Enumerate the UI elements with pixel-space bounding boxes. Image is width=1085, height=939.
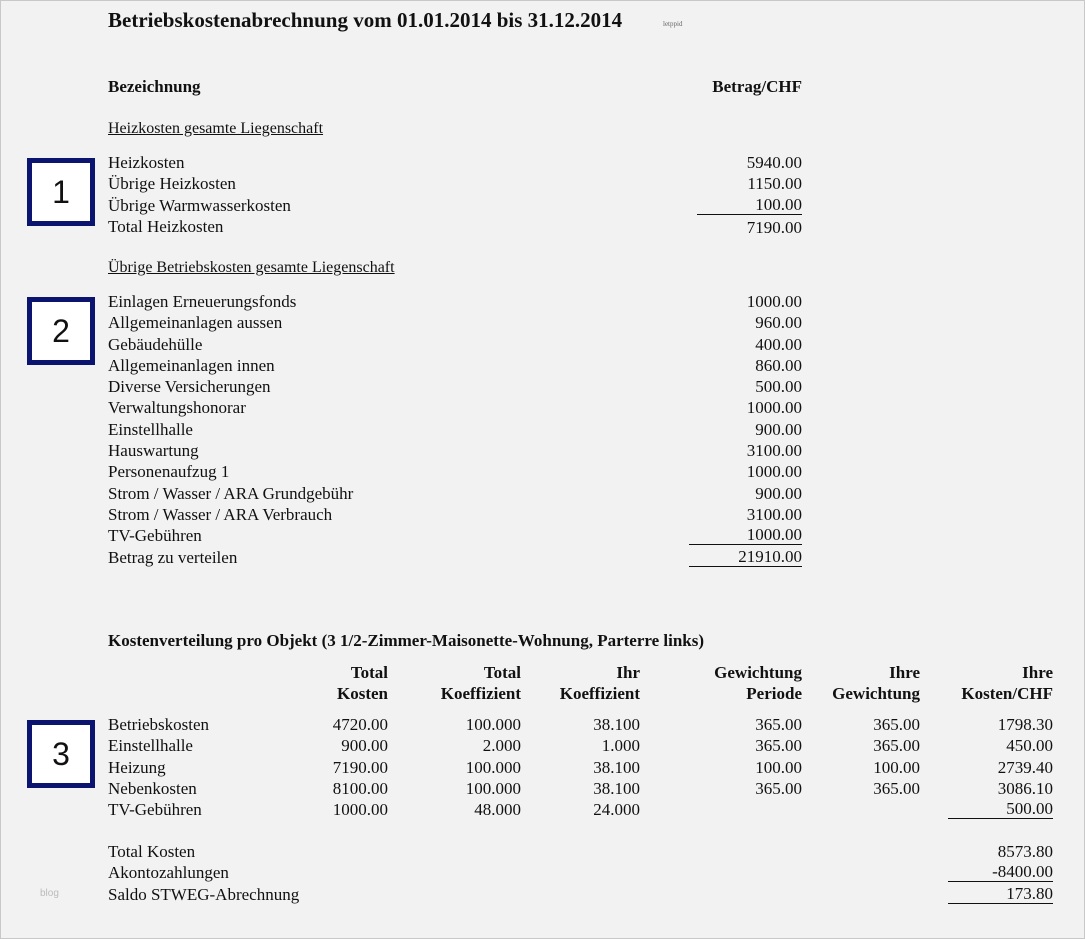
- total-label: Total Kosten: [108, 842, 196, 861]
- total-label: Saldo STWEG-Abrechnung: [108, 884, 300, 904]
- column-label-header: Bezeichnung: [108, 77, 201, 96]
- amount-value: 860.00: [755, 355, 802, 375]
- table-row-label: Nebenkosten: [108, 778, 197, 798]
- table-cell: 7190.00: [332, 757, 388, 777]
- total-value: 8573.80: [997, 842, 1053, 861]
- col-ihre-gewichtung: [810, 714, 920, 820]
- amount-value: 1000.00: [746, 462, 802, 482]
- amount-value: 3100.00: [746, 504, 802, 524]
- col-header-ihre-gewichtung: Ihre Gewichtung: [832, 663, 920, 703]
- table-cell: 365.00: [873, 778, 920, 798]
- table-cell: 38.100: [593, 757, 640, 777]
- table-cell: 900.00: [341, 736, 388, 756]
- totals-values: [930, 841, 1053, 904]
- list-item: Gebäudehülle: [108, 334, 203, 354]
- col-header-ihre-kosten: Ihre Kosten/CHF: [961, 663, 1053, 703]
- table-cell: 1798.30: [997, 715, 1053, 734]
- table-cell: 365.00: [873, 715, 920, 734]
- watermark: blog: [40, 888, 59, 899]
- table-cell: 48.000: [474, 800, 521, 820]
- table-cell: 24.000: [593, 800, 640, 820]
- table-cell: 100.00: [755, 757, 802, 777]
- table-cell: 365.00: [873, 736, 920, 756]
- total-value: -8400.00: [948, 862, 1053, 882]
- amount-value: 400.00: [755, 334, 802, 354]
- heating-values: [640, 152, 802, 238]
- amount-value: 3100.00: [746, 441, 802, 461]
- section-badge-3: 3: [27, 720, 95, 788]
- heating-section-heading: Heizkosten gesamte Liegenschaft: [108, 120, 324, 137]
- col-ihre-kosten: [930, 714, 1053, 819]
- table-cell: 100.000: [465, 715, 521, 734]
- list-item: Diverse Versicherungen: [108, 377, 271, 397]
- list-item: Einstellhalle: [108, 419, 193, 439]
- amount-value: 100.00: [697, 195, 802, 215]
- list-item: TV-Gebühren: [108, 526, 202, 546]
- amount-value: 900.00: [755, 419, 802, 439]
- totals-labels: [108, 841, 299, 905]
- list-item: Strom / Wasser / ARA Verbrauch: [108, 504, 333, 524]
- list-item: Heizkosten: [108, 153, 185, 172]
- table-cell: 450.00: [1006, 736, 1053, 756]
- list-item: Personenaufzug 1: [108, 462, 230, 482]
- table-cell: 38.100: [593, 778, 640, 798]
- amount-value: 900.00: [755, 483, 802, 503]
- amount-value: 1000.00: [746, 292, 802, 311]
- table-cell: 1000.00: [332, 800, 388, 820]
- distribution-heading: Kostenverteilung pro Objekt (3 1/2-Zimmer-Maisonette-Wohnung, Parterre links): [108, 631, 705, 650]
- table-cell: 4720.00: [332, 715, 388, 734]
- table-row-label: Betriebskosten: [108, 715, 210, 734]
- table-cell: 365.00: [755, 778, 802, 798]
- table-row-label: Einstellhalle: [108, 736, 193, 756]
- other-section-heading: Übrige Betriebskosten gesamte Liegenschaft: [108, 259, 395, 276]
- table-cell: 38.100: [593, 715, 640, 734]
- table-cell: 8100.00: [332, 778, 388, 798]
- section-badge-2: 2: [27, 297, 95, 365]
- list-item: Übrige Warmwasserkosten: [108, 195, 291, 215]
- list-item: Total Heizkosten: [108, 216, 224, 236]
- amount-value: 960.00: [755, 313, 802, 333]
- document-title: Betriebskostenabrechnung vom 01.01.2014 bis 31.12.2014: [108, 8, 623, 32]
- list-item: Verwaltungshonorar: [108, 398, 246, 418]
- list-item: Einlagen Erneuerungsfonds: [108, 292, 297, 311]
- table-row-label: Heizung: [108, 757, 166, 777]
- col-header-ihr-koeffizient: Ihr Koeffizient: [559, 663, 640, 703]
- table-cell: 100.00: [873, 757, 920, 777]
- table-cell: 1.000: [601, 736, 640, 756]
- amount-total: 7190.00: [746, 217, 802, 237]
- tiny-note: letppid: [663, 20, 683, 28]
- list-item: Hauswartung: [108, 441, 199, 461]
- distribution-labels: [108, 714, 209, 820]
- amount-total: 21910.00: [689, 547, 802, 567]
- amount-value: 1000.00: [689, 525, 802, 545]
- amount-value: 5940.00: [746, 153, 802, 172]
- table-cell: [810, 799, 920, 820]
- section-badge-1: 1: [27, 158, 95, 226]
- table-cell: 100.000: [465, 778, 521, 798]
- col-header-total-kosten: Total Kosten: [337, 663, 388, 703]
- table-cell: 2739.40: [997, 757, 1053, 777]
- other-labels: [108, 291, 353, 568]
- table-cell: 365.00: [755, 715, 802, 734]
- table-cell: 2.000: [482, 736, 521, 756]
- col-gewichtung-periode: [660, 714, 802, 820]
- list-item: Allgemeinanlagen aussen: [108, 313, 283, 333]
- col-header-total-koeffizient: Total Koeffizient: [440, 663, 521, 703]
- column-amount-header: Betrag/CHF: [712, 77, 802, 96]
- list-item: Strom / Wasser / ARA Grundgebühr: [108, 483, 354, 503]
- table-cell: [660, 799, 802, 820]
- amount-value: 500.00: [755, 377, 802, 397]
- table-row-label: TV-Gebühren: [108, 800, 202, 820]
- col-ihr-koeffizient: [530, 714, 640, 820]
- amount-value: 1000.00: [746, 398, 802, 418]
- list-item: Allgemeinanlagen innen: [108, 355, 275, 375]
- table-cell: 365.00: [755, 736, 802, 756]
- col-total-kosten: [288, 714, 388, 820]
- amount-value: 1150.00: [747, 174, 802, 194]
- saldo-value: 173.80: [948, 884, 1053, 904]
- total-label: Akontozahlungen: [108, 863, 229, 883]
- table-cell: 500.00: [948, 799, 1053, 819]
- heating-labels: [108, 152, 291, 237]
- table-cell: 3086.10: [997, 778, 1053, 798]
- col-header-gewichtung-periode: Gewichtung Periode: [714, 663, 802, 703]
- list-item: Übrige Heizkosten: [108, 174, 236, 194]
- table-cell: 100.000: [465, 757, 521, 777]
- col-total-koeffizient: [400, 714, 521, 820]
- list-item: Betrag zu verteilen: [108, 547, 238, 567]
- other-values: [640, 291, 802, 567]
